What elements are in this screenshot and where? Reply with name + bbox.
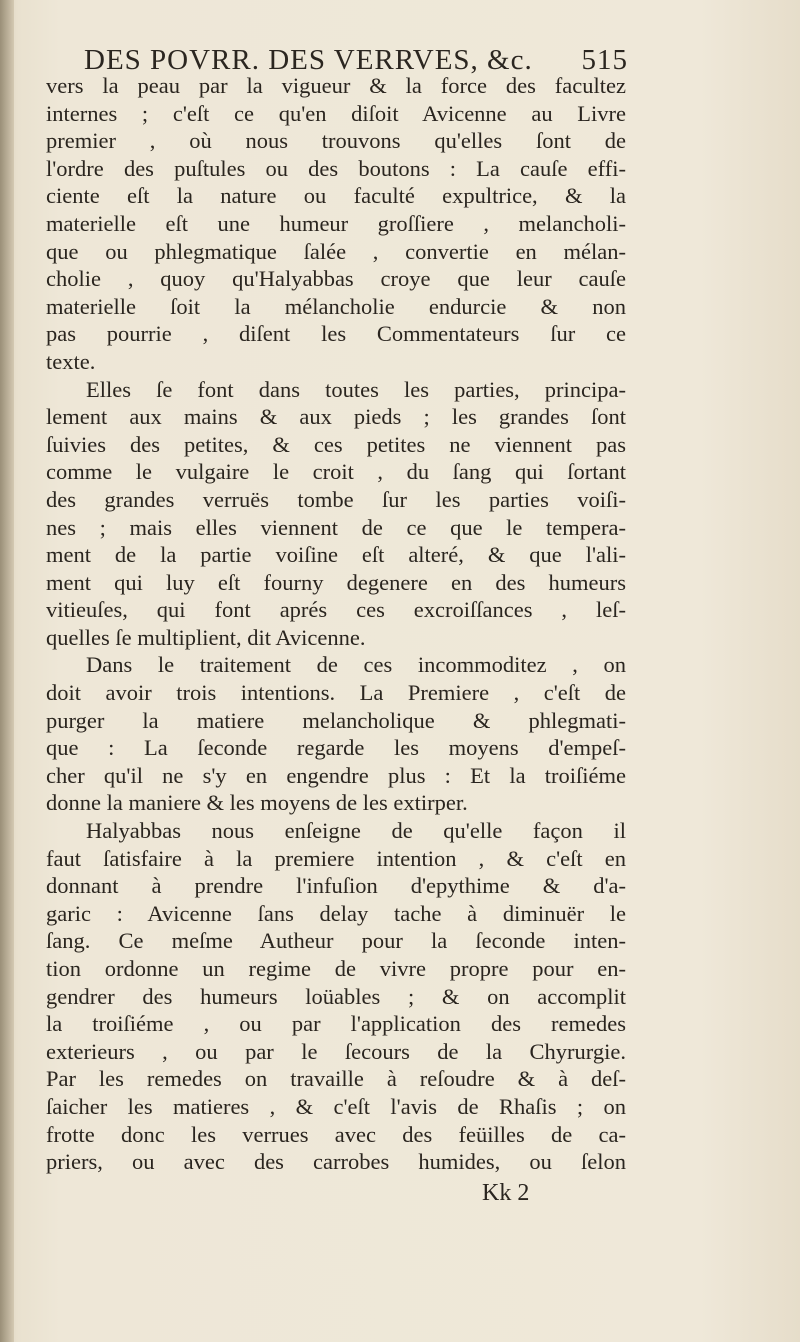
text-line: Elles ſe font dans toutes les parties, principa-: [86, 376, 626, 402]
text-line: garic : Avicenne ſans delay tache à diminuër le: [46, 900, 626, 926]
page-number: 515: [581, 44, 628, 76]
text-line: faut ſatisfaire à la premiere intention , & c'eſt en: [46, 845, 626, 871]
text-line: priers, ou avec des carrobes humides, ou ſelon: [46, 1149, 626, 1175]
text-line: que ou phlegmatique ſalée , convertie en mélan-: [46, 238, 626, 264]
text-line: tion ordonne un regime de vivre propre pour en-: [46, 956, 626, 981]
text-line: ment de la partie voiſine eſt alteré, & que l'ali-: [46, 542, 626, 568]
text-line: cholie , quoy qu'Halyabbas croye que leur cauſe: [46, 266, 626, 292]
running-head-title: DES POVRR. DES VERRVES, &c.: [84, 44, 533, 76]
text-line: ſang. Ce meſme Autheur pour la ſeconde inten-: [46, 928, 626, 954]
page-gutter: [0, 0, 14, 1342]
text-line: pas pourrie , diſent les Commentateurs ſur ce: [46, 321, 626, 347]
text-line: vers la peau par la vigueur & la force des facultez: [46, 73, 626, 98]
text-line: Dans le traitement de ces incommoditez , on: [86, 652, 626, 678]
body-text: [46, 72, 626, 1176]
text-line: vitieuſes, qui font aprés ces excroiſſances , leſ-: [46, 597, 626, 623]
text-line: comme le vulgaire le croit , du ſang qui ſortant: [46, 459, 626, 485]
text-line: internes ; c'eſt ce qu'en diſoit Avicenne au Livre: [46, 100, 626, 126]
text-line: Par les remedes on travaille à reſoudre & à deſ-: [46, 1066, 626, 1092]
text-line: ciente eſt la nature ou faculté expultrice, & la: [46, 183, 626, 209]
text-line: texte.: [46, 348, 96, 374]
text-line: donne la maniere & les moyens de les extirper.: [46, 790, 468, 816]
text-line: ment qui luy eſt fourny degenere en des humeurs: [46, 569, 626, 595]
text-line: Halyabbas nous enſeigne de qu'elle façon il: [86, 818, 626, 844]
text-line: quelles ſe multiplient, dit Avicenne.: [46, 624, 366, 650]
text-line: gendrer des humeurs loüables ; & on accomplit: [46, 983, 626, 1009]
text-line: donnant à prendre l'infuſion d'epythime & d'a-: [46, 873, 626, 899]
text-line: nes ; mais elles viennent de ce que le tempera-: [46, 514, 626, 540]
text-line: des grandes verruës tombe ſur les parties voiſi-: [46, 486, 626, 512]
text-line: materielle ſoit la mélancholie endurcie & non: [46, 293, 626, 319]
text-line: purger la matiere melancholique & phlegmati-: [46, 707, 626, 733]
text-line: ſaicher les matieres , & c'eſt l'avis de Rhaſis ; on: [46, 1093, 626, 1119]
text-line: que : La ſeconde regarde les moyens d'empeſ-: [46, 735, 626, 761]
text-line: premier , où nous trouvons qu'elles ſont de: [46, 128, 626, 154]
text-line: ſuivies des petites, & ces petites ne viennent pas: [46, 431, 626, 457]
text-line: l'ordre des puſtules ou des boutons : La cauſe effi-: [46, 155, 626, 181]
text-line: exterieurs , ou par le ſecours de la Chyrurgie.: [46, 1038, 626, 1064]
text-line: materielle eſt une humeur groſſiere , melancholi-: [46, 210, 626, 236]
text-line: lement aux mains & aux pieds ; les grandes ſont: [46, 404, 626, 430]
text-line: cher qu'il ne s'y en engendre plus : Et la troiſiéme: [46, 762, 626, 788]
text-line: la troiſiéme , ou par l'application des remedes: [46, 1011, 626, 1037]
text-line: frotte donc les verrues avec des feüilles de ca-: [46, 1121, 626, 1147]
catchword: Kk 2: [482, 1180, 530, 1206]
text-line: doit avoir trois intentions. La Premiere , c'eſt de: [46, 680, 626, 706]
